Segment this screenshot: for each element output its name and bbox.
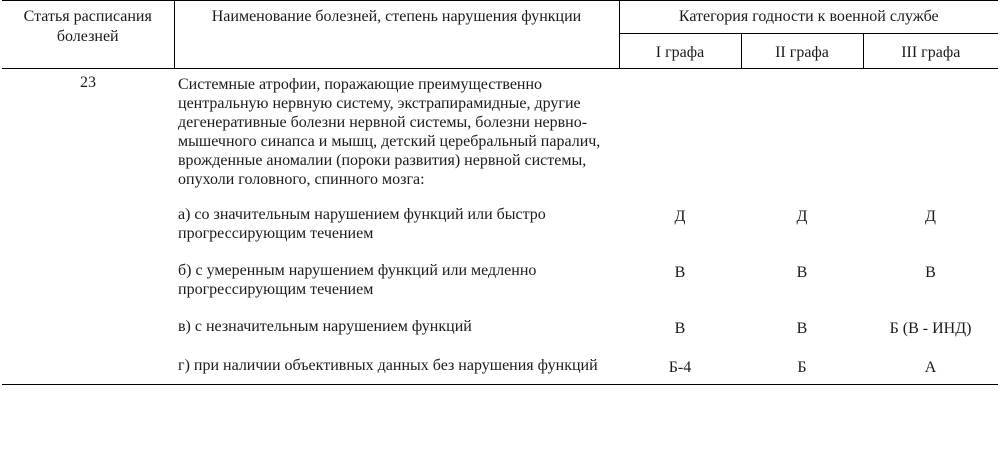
category-grafa-2: Б <box>741 350 863 385</box>
category-grafa-3: Д <box>925 208 936 225</box>
category-grafa-1: Б-4 <box>619 350 741 385</box>
category-grafa-3: Б (В - ИНД) <box>889 320 972 337</box>
article-row <box>2 69 998 200</box>
condition-text: в) с незначительным нарушением функций <box>178 318 472 335</box>
header-fitness-category: Категория годности к военной службе <box>619 1 998 34</box>
table-row <box>2 255 998 311</box>
header-grafa-2: II графа <box>741 34 863 69</box>
disease-schedule-table <box>2 0 998 385</box>
category-grafa-3: В <box>925 264 936 281</box>
condition-text: г) при наличии объективных данных без нарушения функций <box>174 350 619 385</box>
category-grafa-1: В <box>674 264 686 281</box>
condition-text: а) со значительным нарушением функций или быстро прогрессирующим течением <box>178 206 546 242</box>
table-row <box>2 311 998 350</box>
condition-text: б) с умеренным нарушением функций или медленно прогрессирующим течением <box>178 262 537 298</box>
article-title: Системные атрофии, поражающие преимущественно центральную нервную систему, экстрапирамидные, другие дегенеративные болезни нервной системы, болезни нервно-мышечного синапса и мышц, детский церебральный паралич, врожденные аномалии (пороки развития) нервной системы, опухоли головного, спинного мозга: <box>178 76 601 188</box>
category-grafa-1: Д <box>674 208 686 225</box>
table-row <box>2 199 998 255</box>
category-grafa-2: В <box>796 320 808 337</box>
header-article-column: Статья расписания болезней <box>2 1 174 69</box>
category-grafa-2: В <box>796 264 808 281</box>
header-disease-name-column: Наименование болезней, степень нарушения функции <box>174 1 619 69</box>
category-grafa-2: Д <box>796 208 808 225</box>
article-number: 23 <box>80 74 96 91</box>
table-row <box>2 350 998 385</box>
category-grafa-3: А <box>863 350 998 385</box>
category-grafa-1: В <box>674 320 686 337</box>
header-grafa-3: III графа <box>863 34 998 69</box>
header-grafa-1: I графа <box>619 34 741 69</box>
